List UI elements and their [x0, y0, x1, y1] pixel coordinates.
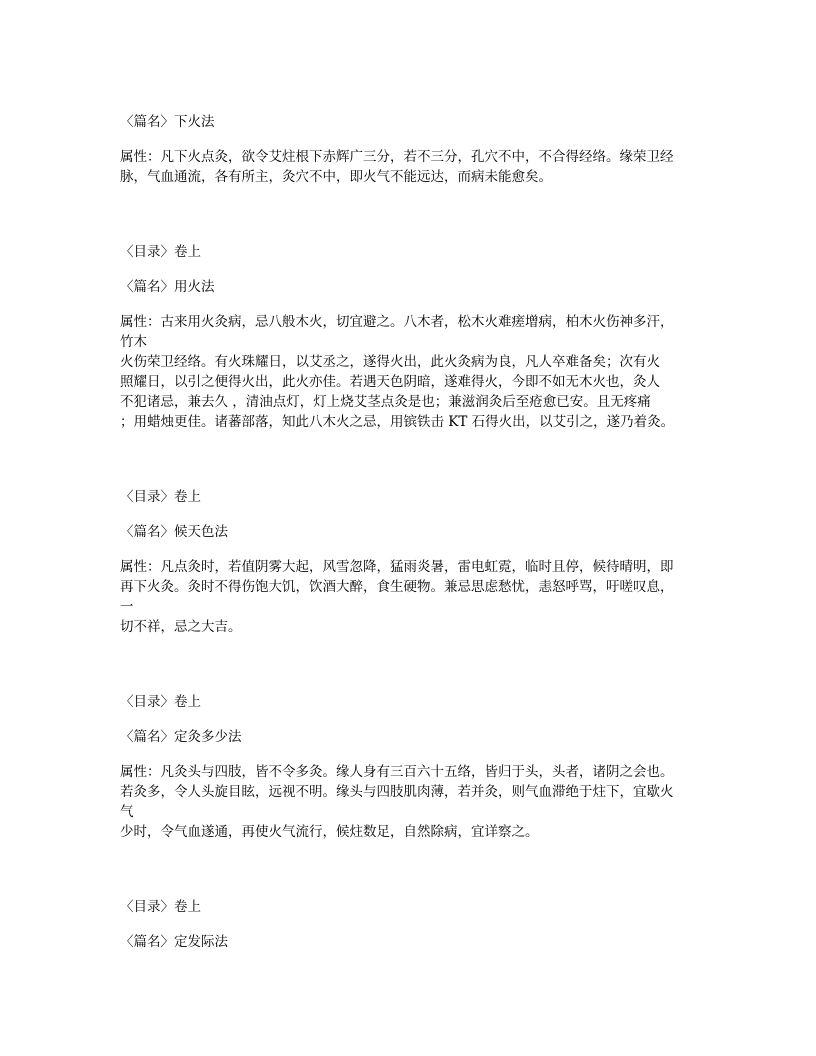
- body-line: 一: [120, 599, 134, 615]
- body-line: 属性：凡灸头与四肢，皆不令多灸。缘人身有三百六十五络，皆归于头，头者，诸阴之会也。: [120, 764, 674, 780]
- body-line: 属性：古来用火灸病，忌八般木火，切宜避之。八木者，松木火难瘥增病，柏木火伤神多汗，: [120, 314, 674, 330]
- section: [120, 897, 700, 952]
- body-line: 属性：凡点灸时，若值阴雾大起，风雪忽降，猛雨炎暑，雷电虹霓，临时且停，候待晴明，即: [120, 559, 674, 575]
- body-line: 火伤荣卫经络。有火珠耀日，以艾丞之，遂得火出，此火灸病为良，凡人卒难备矣；次有火: [120, 354, 660, 370]
- catalog-label: 〈目录〉卷上: [120, 244, 201, 260]
- body-line: 气: [120, 804, 134, 820]
- section-title: 〈篇名〉定灸多少法: [120, 729, 242, 745]
- body-line: 若灸多，令人头旋目眩，远视不明。缘头与四肢肌肉薄，若并灸，则气血滞绝于炷下，宜歇火: [120, 784, 674, 800]
- body-line: 脉，气血通流，各有所主，灸穴不中，即火气不能远达，而病未能愈矣。: [120, 169, 552, 185]
- body-line: 切不祥，忌之大吉。: [120, 619, 242, 635]
- section-title: 〈篇名〉用火法: [120, 279, 215, 295]
- section: [120, 487, 700, 637]
- document-page: [120, 112, 700, 952]
- catalog-label: 〈目录〉卷上: [120, 489, 201, 505]
- section: [120, 692, 700, 842]
- section-title: 〈篇名〉定发际法: [120, 934, 228, 950]
- section-title: 〈篇名〉下火法: [120, 114, 215, 130]
- section-title: 〈篇名〉候天色法: [120, 524, 228, 540]
- body-line: 属性：凡下火点灸，欲令艾炷根下赤辉广三分，若不三分，孔穴不中，不合得经络。缘荣卫经: [120, 149, 674, 165]
- catalog-label: 〈目录〉卷上: [120, 899, 201, 915]
- catalog-label: 〈目录〉卷上: [120, 694, 201, 710]
- section: [120, 112, 700, 187]
- section: [120, 242, 700, 432]
- body-line: 竹木: [120, 334, 147, 350]
- body-line: ；用蜡烛更佳。诸蕃部落，知此八木火之忌，用镔铁击 KT 石得火出，以艾引之，遂乃着灸。: [120, 414, 675, 430]
- body-line: 再下火灸。灸时不得伤饱大饥，饮酒大醉，食生硬物。兼忌思虑愁忧，恚怒呼骂，吁嗟叹息，: [120, 579, 674, 595]
- body-line: 少时，令气血遂通，再使火气流行，候炷数足，自然除病，宜详察之。: [120, 824, 539, 840]
- body-line: 照耀日，以引之便得火出，此火亦佳。若遇天色阴暗，遂难得火，今即不如无木火也，灸人: [120, 374, 660, 390]
- body-line: 不犯诸忌，兼去久 ，清油点灯，灯上烧艾茎点灸是也；兼滋润灸后至疮愈已安。且无疼痛: [120, 394, 651, 410]
